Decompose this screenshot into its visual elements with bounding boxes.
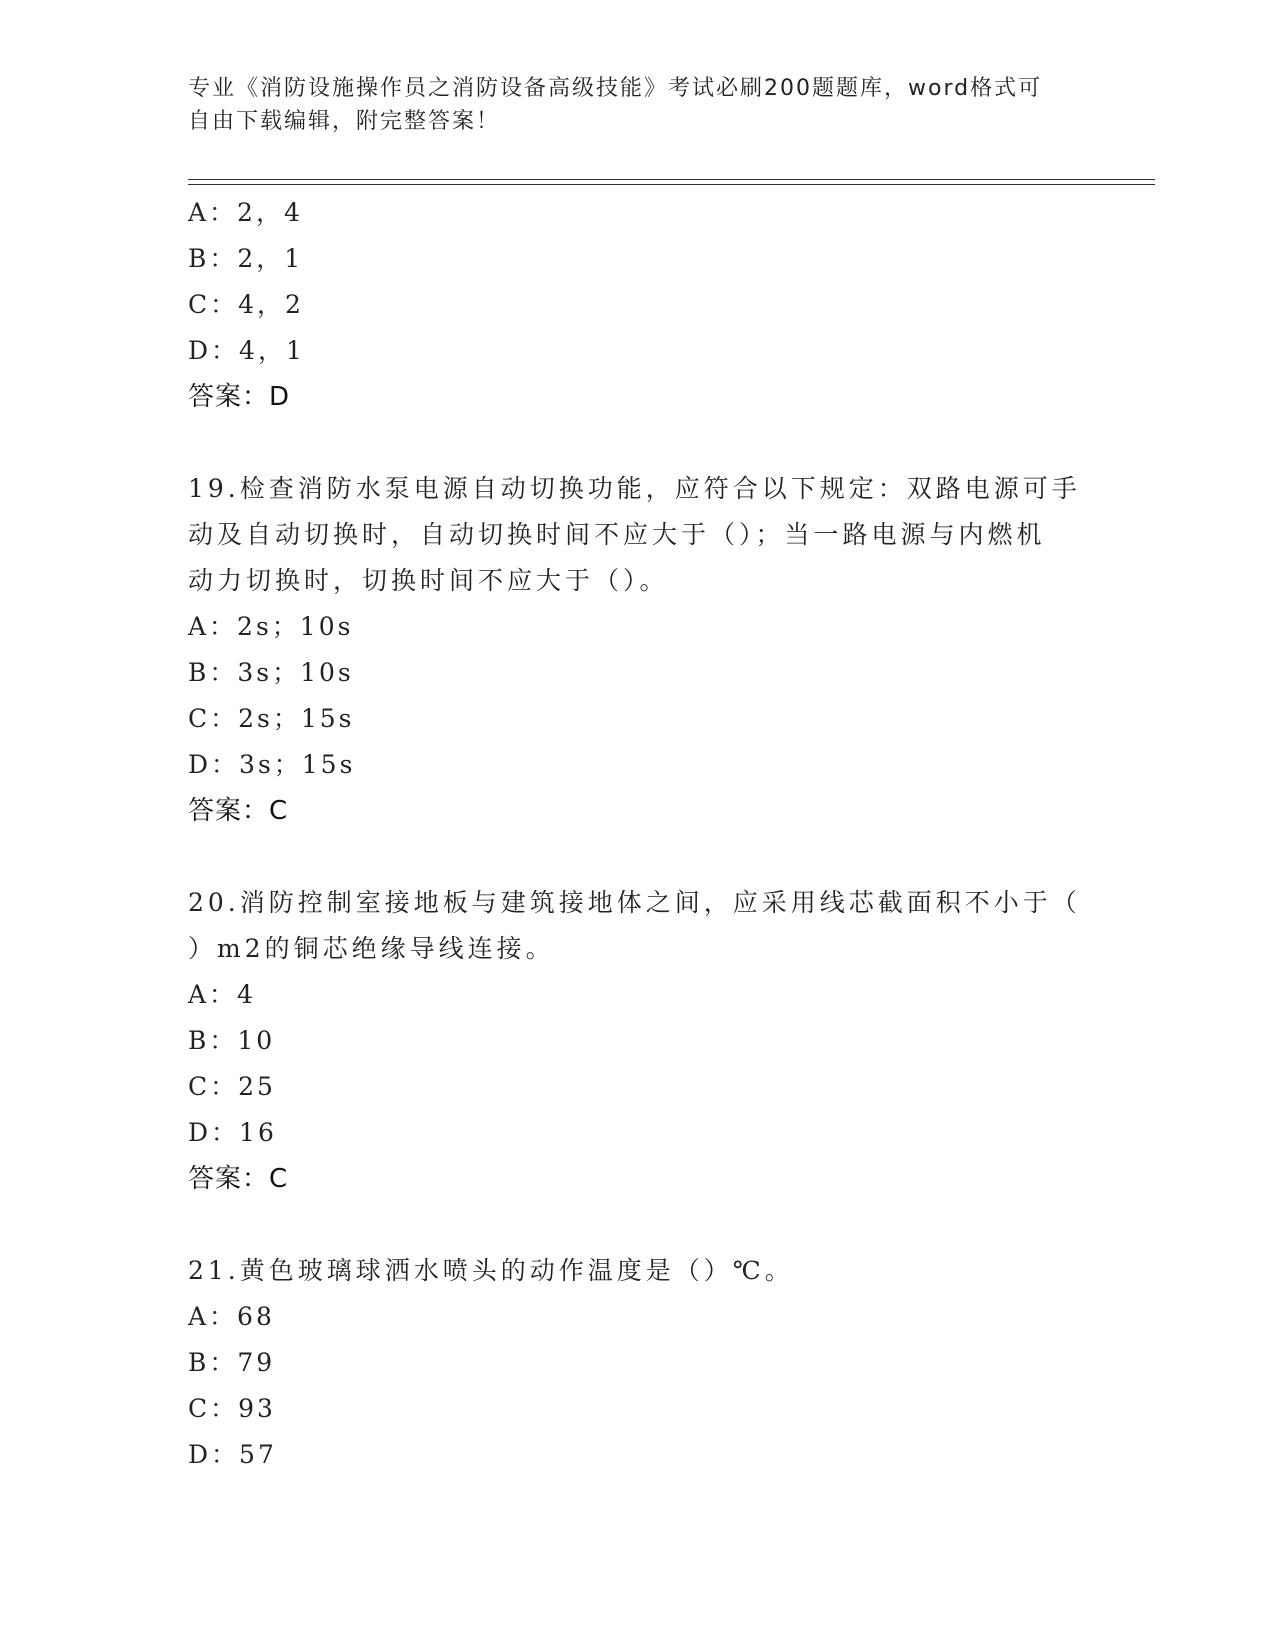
answer: 答案：C [188, 796, 289, 826]
question-stem-line: 21.黄色玻璃球洒水喷头的动作温度是（）℃。 [188, 1256, 794, 1285]
option-c: C：93 [188, 1394, 276, 1423]
question-stem-line: 19.检查消防水泵电源自动切换功能，应符合以下规定：双路电源可手 [188, 474, 1081, 503]
option-d: D：57 [188, 1440, 277, 1469]
option-c: C：2s；15s [188, 704, 355, 733]
spacer [188, 1202, 1088, 1248]
question-list [188, 190, 1088, 1478]
option-c: C：4，2 [188, 290, 304, 319]
option-b: B：2，1 [188, 244, 304, 273]
page-header [188, 72, 1078, 138]
answer: 答案：C [188, 1164, 289, 1194]
spacer [188, 834, 1088, 880]
question-stem-line: 动及自动切换时，自动切换时间不应大于（）；当一路电源与内燃机 [188, 520, 1046, 549]
option-d: D：3s；15s [188, 750, 356, 779]
header-rule-top [188, 179, 1155, 180]
header-rule-bottom [188, 184, 1155, 185]
option-a: A：2，4 [188, 198, 303, 227]
spacer [188, 420, 1088, 466]
option-b: B：3s；10s [188, 658, 354, 687]
header-line-2: 自由下载编辑，附完整答案！ [188, 109, 501, 134]
option-a: A：68 [188, 1302, 275, 1331]
option-a: A：2s；10s [188, 612, 354, 641]
question-19 [188, 466, 1088, 834]
question-18 [188, 190, 1088, 420]
option-b: B：79 [188, 1348, 276, 1377]
header-line-1: 专业《消防设施操作员之消防设备高级技能》考试必刷200题题库，word格式可 [188, 76, 1043, 101]
question-stem-line: 20.消防控制室接地板与建筑接地体之间，应采用线芯截面积不小于（ [188, 888, 1081, 917]
option-b: B：10 [188, 1026, 276, 1055]
option-d: D：4，1 [188, 336, 305, 365]
question-20 [188, 880, 1088, 1202]
question-stem-line: ）m2的铜芯绝缘导线连接。 [188, 934, 555, 963]
option-c: C：25 [188, 1072, 276, 1101]
option-a: A：4 [188, 980, 256, 1009]
answer: 答案：D [188, 382, 291, 412]
question-stem-line: 动力切换时，切换时间不应大于（）。 [188, 566, 669, 595]
question-21 [188, 1248, 1088, 1478]
option-d: D：16 [188, 1118, 277, 1147]
